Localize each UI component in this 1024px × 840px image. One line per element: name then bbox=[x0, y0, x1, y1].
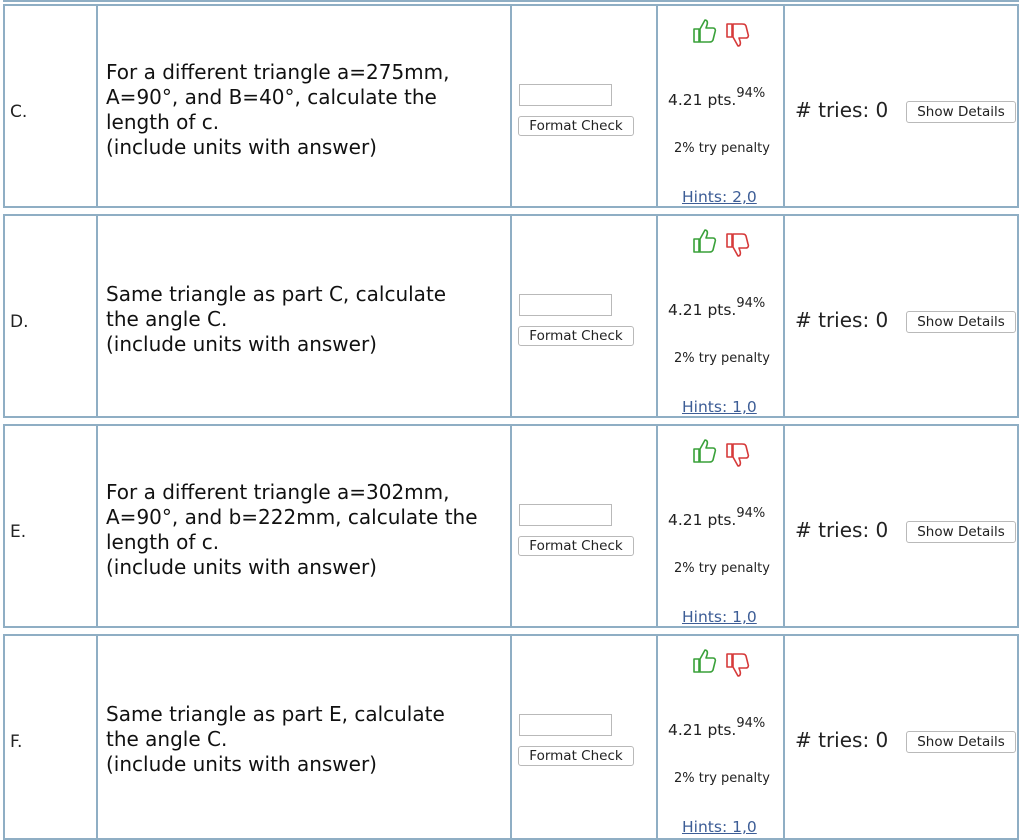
score-cell bbox=[658, 6, 785, 206]
show-details-button[interactable]: Show Details bbox=[906, 311, 1016, 333]
show-details-button[interactable]: Show Details bbox=[906, 521, 1016, 543]
points-value bbox=[668, 298, 765, 319]
tries-count: # tries: 0 bbox=[795, 728, 889, 752]
format-check-button[interactable]: Format Check bbox=[518, 536, 634, 556]
format-check-button[interactable]: Format Check bbox=[518, 746, 634, 766]
table-row bbox=[3, 424, 1019, 628]
try-penalty: 2% try penalty bbox=[674, 141, 770, 156]
answer-cell bbox=[512, 6, 658, 206]
tries-cell bbox=[785, 6, 1017, 206]
try-penalty: 2% try penalty bbox=[674, 561, 770, 576]
try-penalty: 2% try penalty bbox=[674, 771, 770, 786]
score-cell bbox=[658, 216, 785, 416]
percent-text: 94% bbox=[736, 296, 766, 311]
score-cell bbox=[658, 636, 785, 838]
tries-count: # tries: 0 bbox=[795, 308, 889, 332]
thumbs-up-icon[interactable] bbox=[690, 436, 720, 470]
part-label-cell bbox=[5, 636, 98, 838]
thumbs-up-icon[interactable] bbox=[690, 646, 720, 680]
hints-link[interactable]: Hints: 1,0 bbox=[682, 818, 757, 836]
thumbs-down-icon[interactable] bbox=[723, 20, 753, 54]
thumbs-down-icon[interactable] bbox=[723, 230, 753, 264]
part-label-cell bbox=[5, 426, 98, 626]
rating-icons bbox=[690, 226, 760, 262]
percent-text: 94% bbox=[736, 86, 766, 101]
points-text: 4.21 pts. bbox=[668, 301, 737, 320]
format-check-button[interactable]: Format Check bbox=[518, 326, 634, 346]
tries-cell bbox=[785, 216, 1017, 416]
percent-text: 94% bbox=[736, 506, 766, 521]
question-cell bbox=[98, 216, 512, 416]
hints-link[interactable]: Hints: 1,0 bbox=[682, 608, 757, 626]
part-label: D. bbox=[10, 312, 29, 332]
tries-cell bbox=[785, 426, 1017, 626]
percent-text: 94% bbox=[736, 716, 766, 731]
hints-link[interactable]: Hints: 1,0 bbox=[682, 398, 757, 416]
part-label: E. bbox=[10, 522, 27, 542]
answer-input[interactable] bbox=[519, 504, 612, 526]
thumbs-down-icon[interactable] bbox=[723, 650, 753, 684]
tries-count: # tries: 0 bbox=[795, 518, 889, 542]
show-details-button[interactable]: Show Details bbox=[906, 731, 1016, 753]
question-cell bbox=[98, 6, 512, 206]
format-check-button[interactable]: Format Check bbox=[518, 116, 634, 136]
thumbs-up-icon[interactable] bbox=[690, 16, 720, 50]
question-cell bbox=[98, 426, 512, 626]
part-label: F. bbox=[10, 732, 23, 752]
part-label-cell bbox=[5, 6, 98, 206]
thumbs-down-icon[interactable] bbox=[723, 440, 753, 474]
answer-input[interactable] bbox=[519, 294, 612, 316]
question-text: Same triangle as part C, calculate the angle C. (include units with answer) bbox=[106, 282, 447, 356]
score-cell bbox=[658, 426, 785, 626]
answer-input[interactable] bbox=[519, 84, 612, 106]
question-text: For a different triangle a=275mm, A=90°, and B=40°, calculate the length of c. (include units with answer) bbox=[106, 60, 450, 159]
table-row bbox=[3, 214, 1019, 418]
question-text: For a different triangle a=302mm, A=90°, and b=222mm, calculate the length of c. (include units with answer) bbox=[106, 480, 478, 579]
hints-link[interactable]: Hints: 2,0 bbox=[682, 188, 757, 206]
rating-icons bbox=[690, 16, 760, 52]
try-penalty: 2% try penalty bbox=[674, 351, 770, 366]
points-value bbox=[668, 718, 765, 739]
rating-icons bbox=[690, 436, 760, 472]
points-value bbox=[668, 88, 765, 109]
part-label: C. bbox=[10, 102, 28, 122]
tries-cell bbox=[785, 636, 1017, 838]
answer-cell bbox=[512, 216, 658, 416]
question-cell bbox=[98, 636, 512, 838]
thumbs-up-icon[interactable] bbox=[690, 226, 720, 260]
points-text: 4.21 pts. bbox=[668, 91, 737, 110]
points-value bbox=[668, 508, 765, 529]
points-text: 4.21 pts. bbox=[668, 511, 737, 530]
answer-input[interactable] bbox=[519, 714, 612, 736]
show-details-button[interactable]: Show Details bbox=[906, 101, 1016, 123]
answer-cell bbox=[512, 636, 658, 838]
table-row bbox=[3, 634, 1019, 840]
answer-cell bbox=[512, 426, 658, 626]
rating-icons bbox=[690, 646, 760, 682]
part-label-cell bbox=[5, 216, 98, 416]
tries-count: # tries: 0 bbox=[795, 98, 889, 122]
points-text: 4.21 pts. bbox=[668, 721, 737, 740]
question-text: Same triangle as part E, calculate the angle C. (include units with answer) bbox=[106, 702, 445, 776]
table-row bbox=[3, 4, 1019, 208]
